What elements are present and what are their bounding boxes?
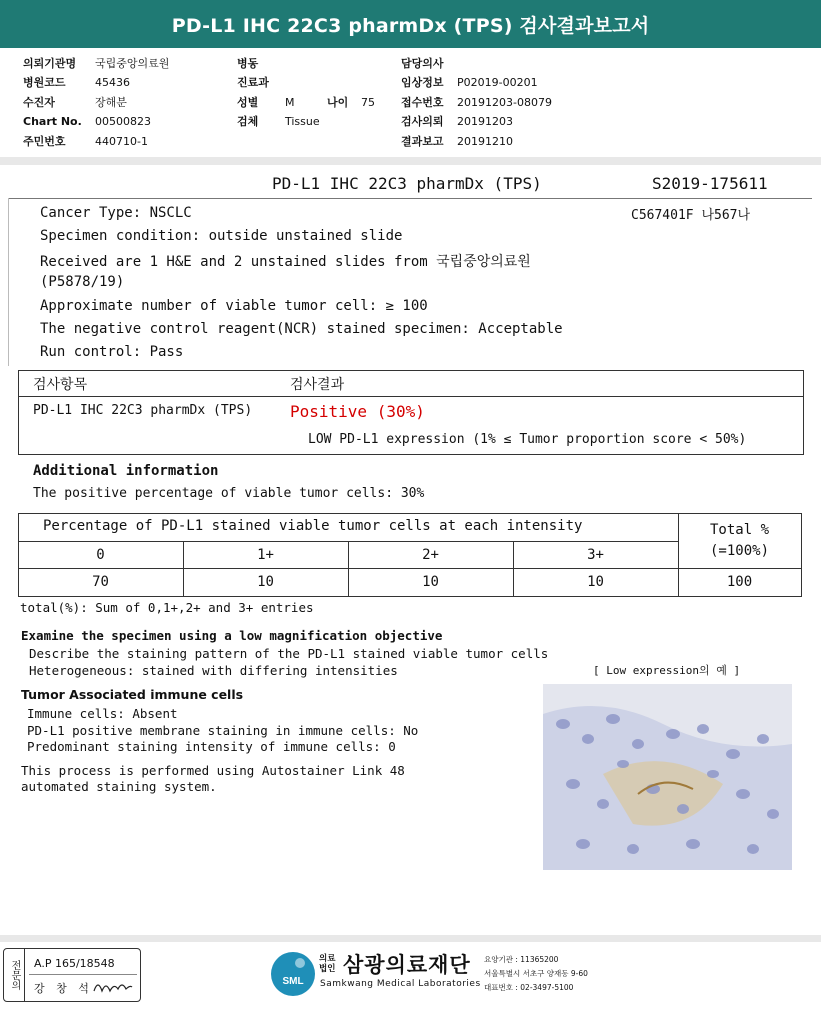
immune-line: Predominant staining intensity of immune cells: 0	[27, 739, 396, 754]
info-row: 병동	[237, 57, 259, 70]
info-row: 검사의뢰 20191203	[401, 115, 513, 129]
age-label: 나이	[327, 95, 349, 109]
info-row: 검체 Tissue	[237, 115, 320, 129]
logo-text: SML	[282, 976, 304, 987]
intensity-value: 70	[92, 574, 109, 590]
heading-rule	[8, 198, 812, 199]
org-english-name: Samkwang Medical Laboratories	[320, 979, 481, 989]
age-value: 75	[361, 95, 375, 109]
stamp-name: 강 창 석	[34, 982, 93, 995]
total-header-sub: (=100%)	[710, 543, 770, 559]
intensity-col-label: 3+	[587, 547, 604, 563]
report-title: PD-L1 IHC 22C3 pharmDx (TPS) 검사결과보고서	[171, 14, 650, 37]
test-name-heading: PD-L1 IHC 22C3 pharmDx (TPS)	[272, 174, 542, 193]
result-positive: Positive (30%)	[290, 402, 425, 421]
immune-heading: Tumor Associated immune cells	[21, 687, 244, 702]
left-rule	[8, 198, 9, 366]
info-row: 성별 M 나이 75	[237, 93, 375, 112]
specimen-code: C567401F 나567나	[631, 208, 751, 223]
immune-line: Immune cells: Absent	[27, 706, 178, 721]
report-line: (P5878/19)	[40, 274, 125, 290]
section-divider	[0, 157, 821, 165]
process-line: This process is performed using Autostainer Link 48	[21, 763, 405, 778]
intensity-total: 100	[726, 574, 753, 590]
info-row: 진료과	[237, 76, 269, 90]
report-title-bar	[0, 0, 821, 48]
info-row: 병원코드 45436	[23, 76, 130, 90]
intensity-header: Percentage of PD-L1 stained viable tumor cells at each intensity	[43, 518, 583, 534]
report-number: S2019-175611	[652, 174, 768, 193]
report-line: Cancer Type: NSCLC	[40, 205, 192, 221]
intensity-col-label: 0	[96, 547, 105, 563]
info-row: 주민번호 440710-1	[23, 134, 148, 148]
additional-heading: Additional information	[33, 463, 219, 479]
stamp-side-label: 전문의	[4, 949, 25, 1001]
additional-text: The positive percentage of viable tumor cells: 30%	[33, 486, 425, 501]
intensity-value: 10	[422, 574, 439, 590]
result-header-result: 검사결과	[290, 377, 345, 393]
stamp-license: A.P 165/18548	[34, 957, 115, 970]
report-line: Approximate number of viable tumor cell: ≥ 100	[40, 298, 428, 314]
report-line: Specimen condition: outside unstained slide	[40, 228, 403, 244]
patient-info-col3	[401, 54, 552, 151]
intensity-col-label: 1+	[257, 547, 274, 563]
info-row: 수진자 장해분	[23, 95, 127, 109]
intensity-row-rule	[18, 568, 802, 569]
immune-line: PD-L1 positive membrane staining in immune cells: No	[27, 723, 419, 738]
report-line: Run control: Pass	[40, 344, 184, 360]
patient-info-col1	[23, 54, 169, 151]
org-prefix: 의료 법인	[319, 954, 336, 974]
intensity-col-label: 2+	[422, 547, 439, 563]
info-row: 접수번호 20191203-08079	[401, 95, 552, 109]
pathologist-stamp	[3, 948, 141, 1002]
info-row: 결과보고 20191210	[401, 134, 513, 148]
info-row: 의뢰기관명 국립중앙의료원	[23, 57, 170, 70]
patient-info-col2	[237, 54, 375, 132]
footer-divider	[0, 935, 821, 942]
stamp-rule	[29, 974, 137, 975]
microscopy-image	[543, 684, 792, 870]
result-expression: LOW PD-L1 expression (1% ≤ Tumor proportion score < 50%)	[308, 432, 747, 447]
report-line: The negative control reagent(NCR) stained specimen: Acceptable	[40, 321, 563, 337]
result-table-rule	[18, 396, 804, 397]
sml-logo-icon	[270, 951, 316, 997]
org-contact-info: 요양기관 : 11365200 서울특별시 서초구 양재동 9-60 대표번호 : 02-3497-5100	[484, 955, 588, 992]
total-header: Total %	[710, 522, 770, 538]
info-row: 임상정보 P02019-00201	[401, 76, 538, 90]
info-row: 담당의사	[401, 57, 444, 70]
intensity-value: 10	[257, 574, 274, 590]
examine-line: Heterogeneous: stained with differing intensities	[29, 663, 398, 678]
examine-line: Describe the staining pattern of the PD-L1 stained viable tumor cells	[29, 646, 549, 661]
result-item: PD-L1 IHC 22C3 pharmDx (TPS)	[33, 403, 253, 418]
process-line: automated staining system.	[21, 779, 217, 794]
signature-icon	[92, 977, 134, 997]
intensity-footnote: total(%): Sum of 0,1+,2+ and 3+ entries	[20, 600, 314, 615]
info-row: Chart No. 00500823	[23, 115, 151, 129]
org-name: 삼광의료재단	[343, 953, 471, 977]
result-header-item: 검사항목	[33, 377, 88, 393]
examine-heading: Examine the specimen using a low magnification objective	[21, 628, 443, 643]
image-caption: [ Low expression의 예 ]	[593, 664, 741, 677]
report-line: Received are 1 H&E and 2 unstained slides from 국립중앙의료원	[40, 254, 531, 270]
intensity-value: 10	[587, 574, 604, 590]
